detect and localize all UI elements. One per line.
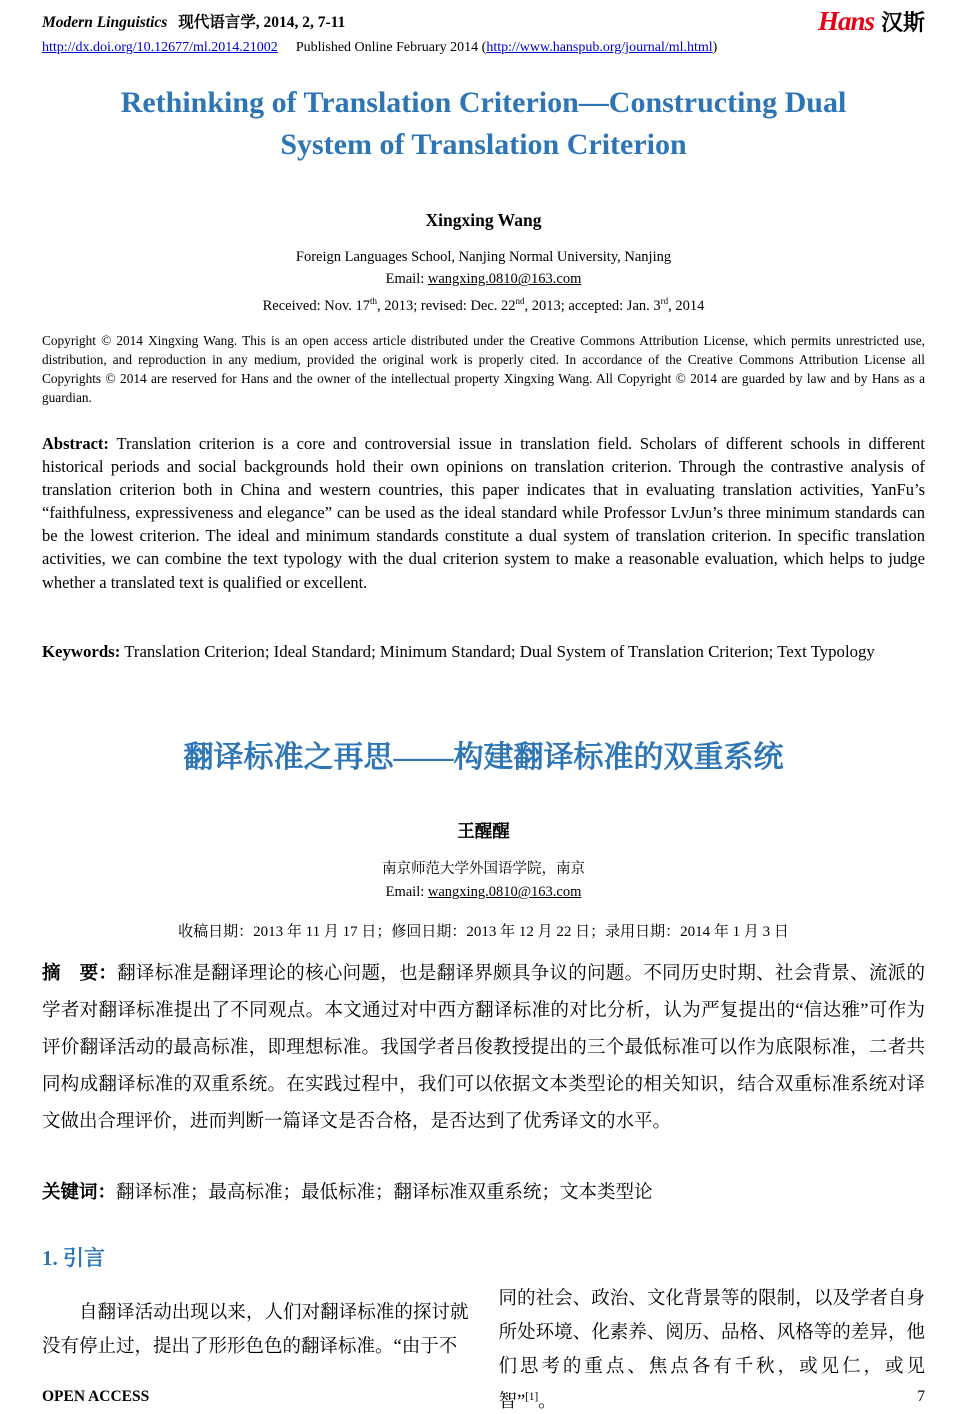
received-part: Received: Nov. 17	[262, 298, 371, 314]
page-number: 7	[917, 1388, 925, 1405]
published-online-text: Published Online February 2014 (	[295, 40, 487, 55]
abstract-label-en: Abstract:	[42, 434, 109, 453]
abstract-en	[42, 432, 925, 594]
keywords-cn	[42, 1178, 925, 1204]
keywords-text-cn: 翻译标准；最高标准；最低标准；翻译标准双重系统；文本类型论	[116, 1183, 653, 1203]
email-line-en	[42, 268, 925, 290]
keywords-en	[42, 640, 925, 664]
abstract-text-en: Translation criterion is a core and controversial issue in translation field. Scholars of different schools in different historical periods and social backgrounds hold their own opinions on translation criterion. Through the contrastive analysis of translation criterion both in China and western countries, this paper indicates that in evaluating translation activities, YanFu’s “faithfulness, expressiveness and elegance” can be used as the ideal standard while Professor LvJun’s three minimum standards can be the lowest criterion. The ideal and minimum standards constitute a dual system of translation criterion. In specific translation activities, we can combine the text typology with the dual criterion system to make a reasonable evaluation, which helps to judge whether a translated text is qualified or excellent.	[42, 434, 925, 592]
page-footer	[42, 1388, 925, 1406]
journal-title-line	[42, 6, 345, 32]
hans-logo	[818, 6, 925, 37]
received-part: , 2013; accepted: Jan. 3	[524, 298, 661, 314]
article-title-en-line1: Rethinking of Translation Criterion—Constructing Dual	[120, 86, 847, 119]
keywords-text-en: Translation Criterion; Ideal Standard; Minimum Standard; Dual System of Translation Criterion; Text Typology	[120, 642, 875, 661]
ordinal-suffix: nd	[515, 296, 525, 307]
email-line-cn	[42, 881, 925, 904]
intro-right-text: 同的社会、政治、文化背景等的限制，以及学者自身所处环境、化素养、阅历、品格、风格等的差异，他们思考的重点、焦点各有千秋，或见仁，或见智”	[498, 1289, 925, 1412]
copyright-notice: Copyright © 2014 Xingxing Wang. This is an open access article distributed under the Creative Commons Attribution License, which permits unrestricted use, distribution, and reproduction in any medium, provided the original work is properly cited. In accordance of the Creative Commons Attribution License all Copyrights © 2014 are reserved for Hans and the owner of the intellectual property Xingxing Wang. All Copyright © 2014 are guarded by law and by Hans as a guardian.	[42, 333, 925, 405]
intro-right-period: 。	[538, 1391, 557, 1412]
header-links-line	[42, 40, 925, 56]
abstract-text-cn: 翻译标准是翻译理论的核心问题，也是翻译界颇具争议的问题。不同历史时期、社会背景、流派的学者对翻译标准提出了不同观点。本文通过对中西方翻译标准的对比分析，认为严复提出的“信达雅”可作为评价翻译活动的最高标准，即理想标准。我国学者吕俊教授提出的三个最低标准可以作为底限标准，二者共同构成翻译标准的双重系统。在实践过程中，我们可以依据文本类型论的相关知识，结合双重标准系统对译文做出合理评价，进而判断一篇译文是否合格，是否达到了优秀译文的水平。	[42, 964, 925, 1132]
published-online-close-paren: )	[712, 40, 718, 55]
journal-issue-info: 现代语言学, 2014, 2, 7-11	[178, 14, 346, 31]
journal-name-en: Modern Linguistics	[42, 14, 168, 31]
intro-paragraph-left: 自翻译活动出现以来，人们对翻译标准的探讨就没有停止过，提出了形形色色的翻译标准。“由于不	[42, 1303, 469, 1358]
dates-line-cn: 收稿日期：2013 年 11 月 17 日；修回日期：2013 年 12 月 22 日；录用日期：2014 年 1 月 3 日	[178, 924, 789, 940]
ordinal-suffix: rd	[660, 296, 669, 307]
email-label-en: Email:	[385, 271, 428, 288]
email-link-en[interactable]: wangxing.0810@163.com	[427, 271, 582, 288]
hans-logo-cn-text: 汉斯	[880, 10, 925, 35]
abstract-cn	[42, 956, 925, 1141]
journal-homepage-link[interactable]: http://www.hanspub.org/journal/ml.html	[486, 40, 713, 55]
article-title-en	[42, 82, 925, 166]
hans-logo-text: Hans	[817, 6, 874, 36]
ordinal-suffix: th	[370, 296, 378, 307]
journal-header	[42, 6, 925, 56]
received-part: , 2014	[668, 298, 705, 314]
email-label-cn: Email:	[385, 884, 428, 901]
citation-ref-1: [1]	[525, 1390, 539, 1403]
affiliation-block-cn	[42, 858, 925, 904]
abstract-label-cn: 摘 要：	[42, 964, 118, 984]
keywords-label-cn: 关键词：	[42, 1183, 117, 1203]
affiliation-en: Foreign Languages School, Nanjing Normal University, Nanjing	[295, 249, 672, 265]
affiliation-block-en	[42, 246, 925, 291]
author-name-en: Xingxing Wang	[425, 210, 542, 230]
open-access-label: OPEN ACCESS	[42, 1388, 150, 1405]
author-name-cn: 王醒醒	[457, 821, 510, 841]
keywords-label-en: Keywords:	[42, 642, 121, 661]
affiliation-cn: 南京师范大学外国语学院，南京	[382, 861, 585, 877]
received-part: , 2013; revised: Dec. 22	[377, 298, 516, 314]
doi-link[interactable]: http://dx.doi.org/10.12677/ml.2014.21002	[42, 40, 278, 55]
received-dates-line	[42, 298, 925, 315]
article-title-cn: 翻译标准之再思——构建翻译标准的双重系统	[183, 741, 784, 774]
article-title-en-line2: System of Translation Criterion	[280, 128, 687, 161]
email-link-cn[interactable]: wangxing.0810@163.com	[427, 884, 582, 901]
section-1-heading: 1. 引言	[42, 1246, 105, 1270]
